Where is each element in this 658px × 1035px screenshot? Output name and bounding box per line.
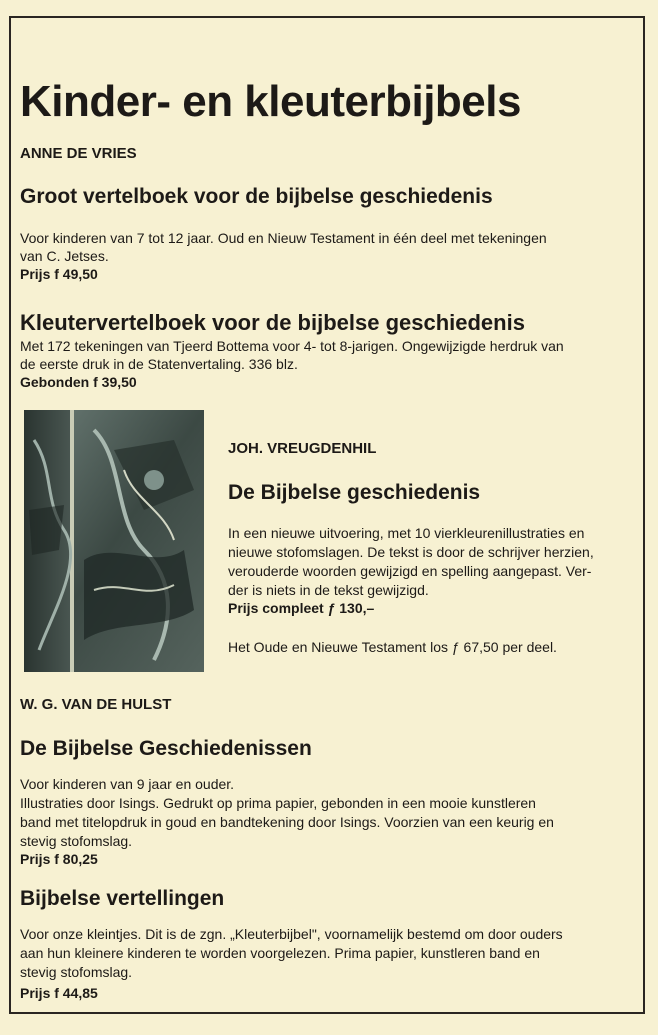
book-price: Prijs compleet ƒ 130,– <box>228 600 375 616</box>
book-price: Prijs f 49,50 <box>20 266 98 282</box>
author-wg-van-de-hulst: W. G. VAN DE HULST <box>20 696 172 713</box>
book-desc-line: nieuwe stofomslagen. De tekst is door de schrijver herzien, <box>228 544 594 560</box>
book-desc-line: der is niets in de tekst gewijzigd. <box>228 582 429 598</box>
book-title-bijbelse-vertellingen: Bijbelse vertellingen <box>20 887 225 910</box>
book-desc-line: verouderde woorden gewijzigd en spelling aangepast. Ver- <box>228 563 592 579</box>
book-title-de-bijbelse-geschiedenis: De Bijbelse geschiedenis <box>228 481 481 504</box>
book-desc-line: Met 172 tekeningen van Tjeerd Bottema voor 4- tot 8-jarigen. Ongewijzigde herdruk van <box>20 338 564 354</box>
book-title-de-bijbelse-geschiedenissen: De Bijbelse Geschiedenissen <box>20 737 312 760</box>
book-desc-line: Voor onze kleintjes. Dit is de zgn. „Kleuterbijbel", voornamelijk bestemd om door ouders <box>20 926 563 942</box>
book-cover-illustration <box>24 410 204 672</box>
book-title-groot-vertelboek: Groot vertelboek voor de bijbelse geschiedenis <box>20 185 493 208</box>
book-desc-line: de eerste druk in de Statenvertaling. 336 blz. <box>20 356 298 372</box>
page-title: Kinder- en kleuterbijbels <box>20 77 521 126</box>
author-joh-vreugdenhil: JOH. VREUGDENHIL <box>228 440 377 457</box>
author-anne-de-vries: ANNE DE VRIES <box>20 145 137 162</box>
book-desc-line: Voor kinderen van 7 tot 12 jaar. Oud en Nieuw Testament in één deel met tekeningen <box>20 230 547 246</box>
book-desc-line: Voor kinderen van 9 jaar en ouder. <box>20 776 235 792</box>
book-cover-image <box>24 410 204 672</box>
book-desc-line: stevig stofomslag. <box>20 964 133 980</box>
book-price: Prijs f 44,85 <box>20 985 98 1001</box>
book-desc-line: Illustraties door Isings. Gedrukt op prima papier, gebonden in een mooie kunstleren <box>20 795 536 811</box>
book-price: Gebonden f 39,50 <box>20 374 137 390</box>
book-desc-line: band met titelopdruk in goud en bandtekening door Isings. Voorzien van een keurig en <box>20 814 554 830</box>
book-desc-line: In een nieuwe uitvoering, met 10 vierkleurenillustraties en <box>228 525 585 541</box>
book-title-kleutervertelboek: Kleutervertelboek voor de bijbelse geschiedenis <box>20 310 525 335</box>
book-price-per-volume: Het Oude en Nieuwe Testament los ƒ 67,50 per deel. <box>228 639 557 655</box>
book-desc-line: van C. Jetses. <box>20 248 109 264</box>
book-desc-line: stevig stofomslag. <box>20 833 133 849</box>
book-desc-line: aan hun kleinere kinderen te worden voorgelezen. Prima papier, kunstleren band en <box>20 945 540 961</box>
book-price: Prijs f 80,25 <box>20 851 98 867</box>
